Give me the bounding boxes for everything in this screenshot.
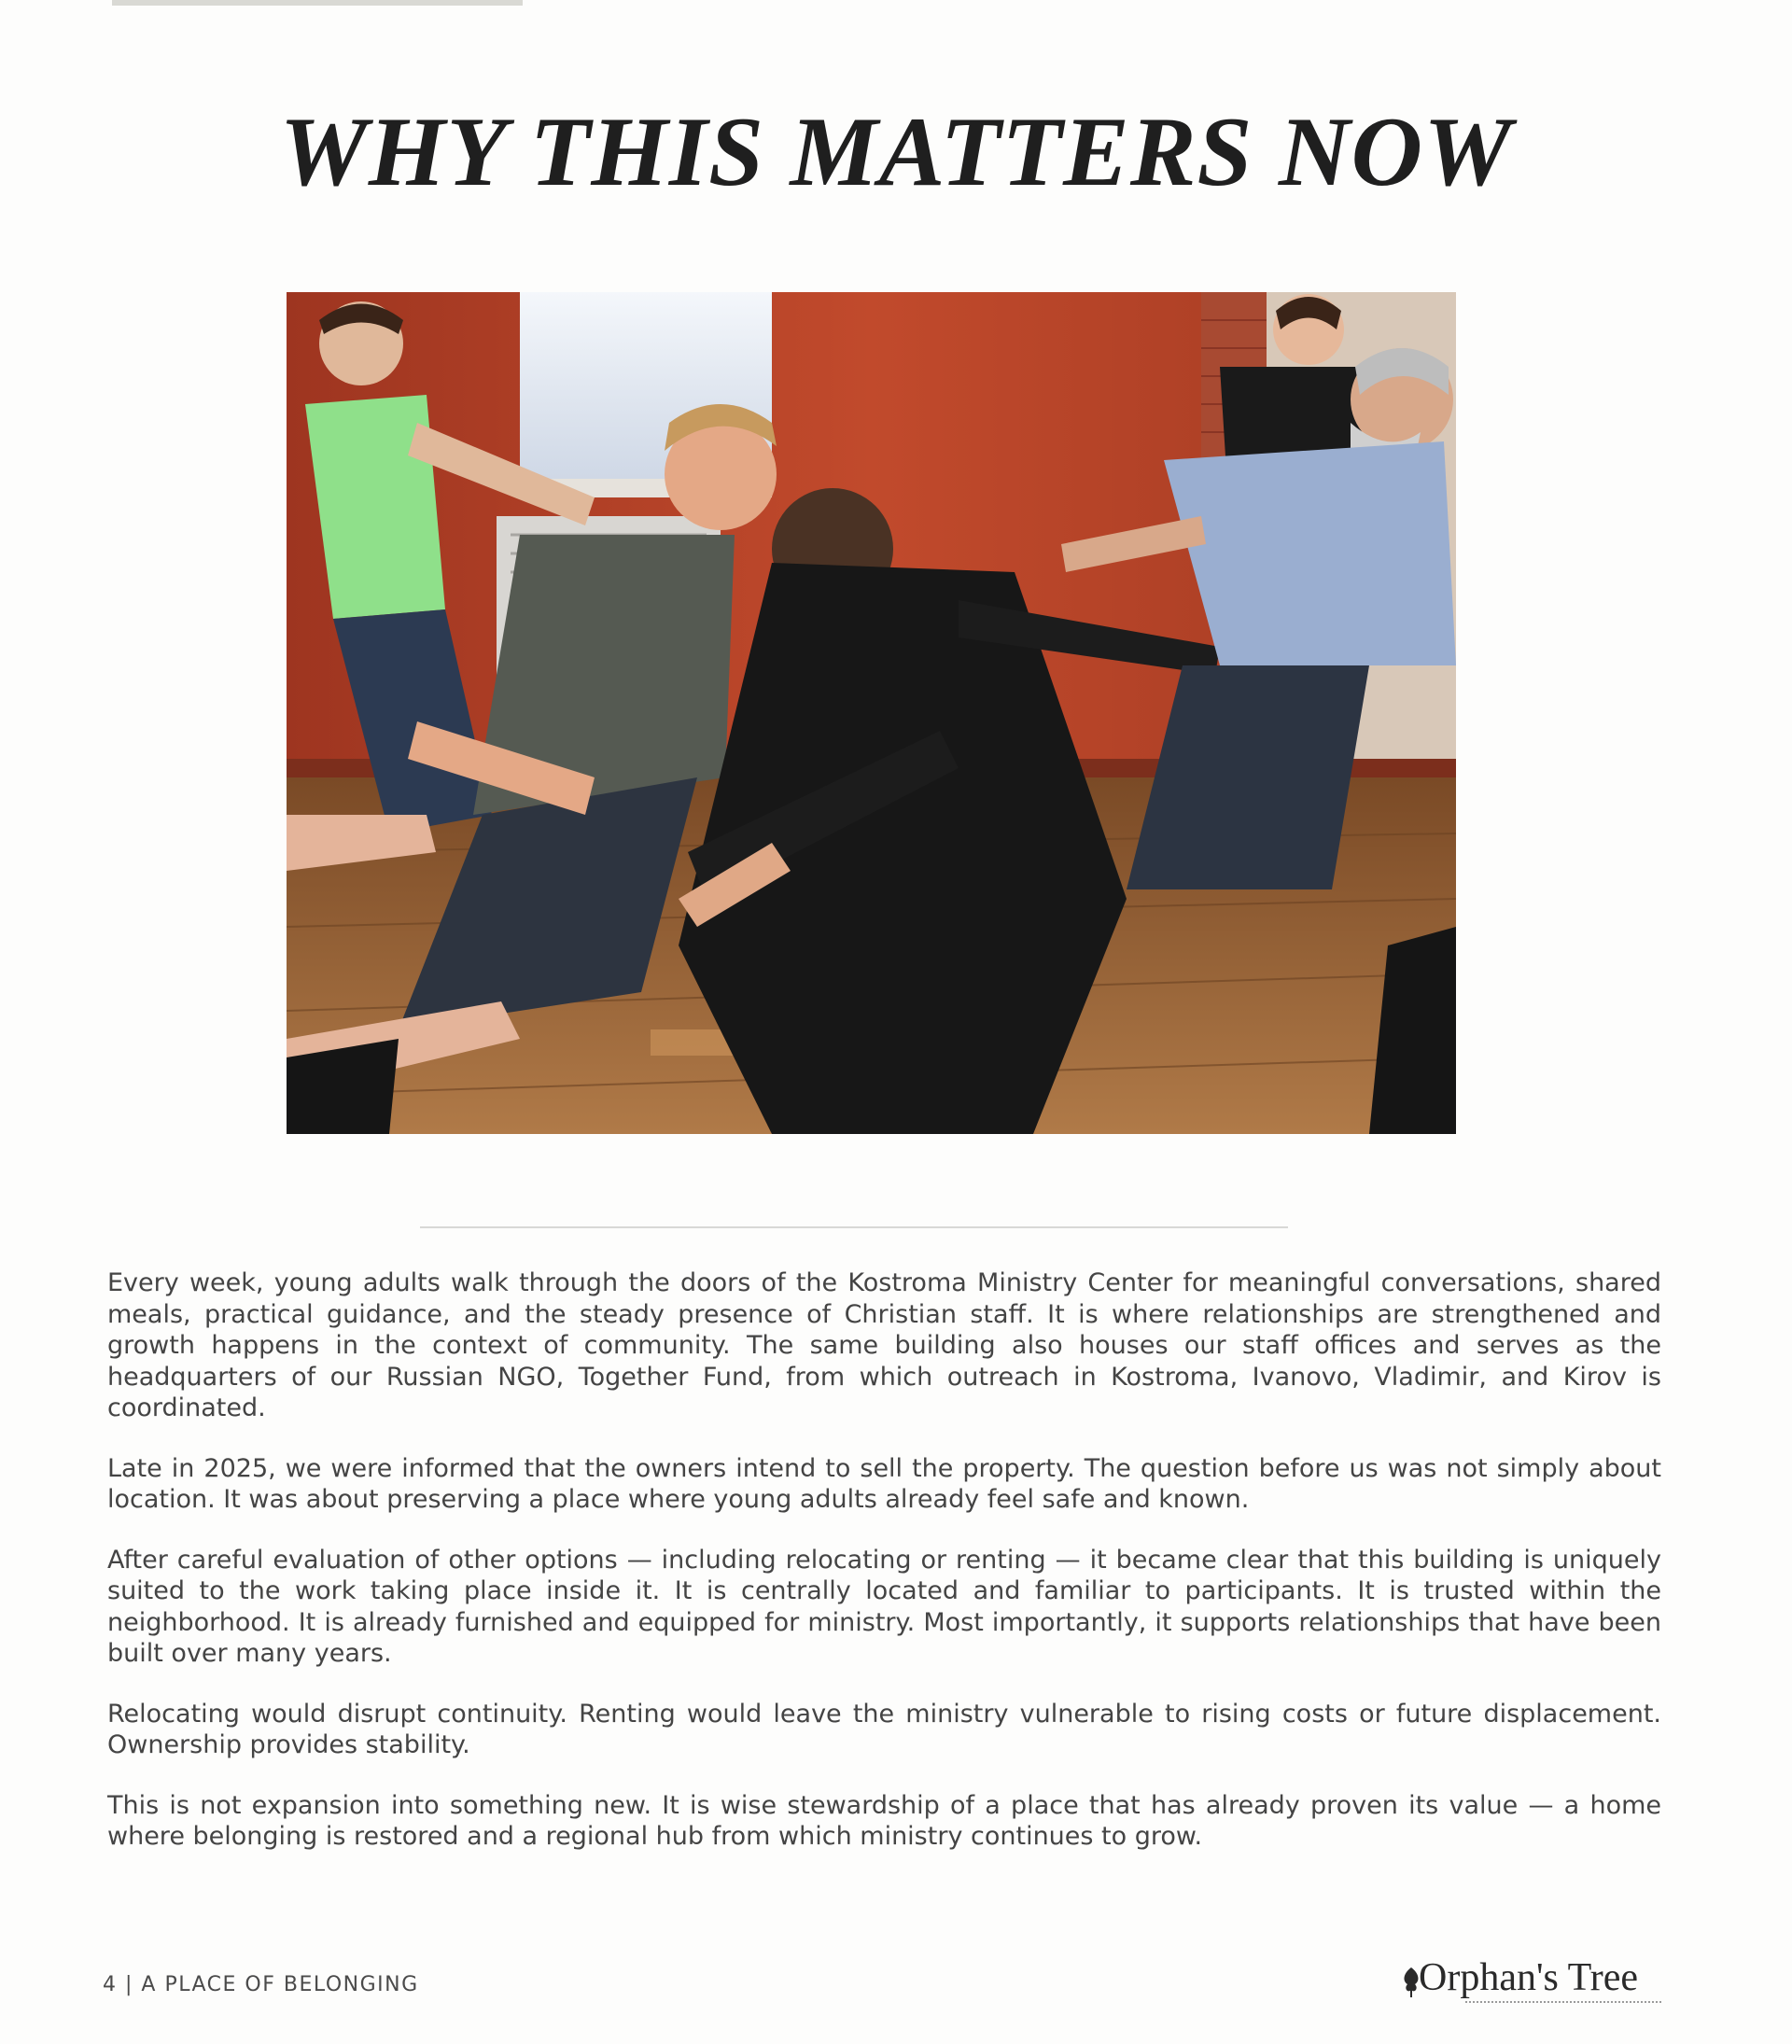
group-photo bbox=[287, 292, 1456, 1134]
logo-tagline-line bbox=[1465, 2001, 1661, 2007]
page-title: WHY THIS MATTERS NOW bbox=[279, 97, 1513, 206]
section-divider bbox=[420, 1226, 1288, 1228]
paragraph: Late in 2025, we were informed that the owners intend to sell the property. The question before us was not simply about location. It was about preserving a place where young adults already feel safe and known. bbox=[107, 1453, 1661, 1514]
paragraph: Every week, young adults walk through the doors of the Kostroma Ministry Center for meaningful conversations, shared meals, practical guidance, and the steady presence of Christian staff. It is where relationships are strengthened and growth happens in the context of community. The same building also houses our staff offices and serves as the headquarters of our Russian NGO, Together Fund, from which outreach in Kostroma, Ivanovo, Vladimir, and Kirov is coordinated. bbox=[107, 1268, 1661, 1422]
paragraph: Relocating would disrupt continuity. Renting would leave the ministry vulnerable to rising costs or future displacement. Ownership provides stability. bbox=[107, 1699, 1661, 1759]
orphans-tree-logo bbox=[1400, 1958, 1680, 2010]
page-footer-label: 4 | A PLACE OF BELONGING bbox=[103, 1973, 419, 1996]
paragraph: After careful evaluation of other options — including relocating or renting — it became clear that this building is uniquely suited to the work taking place inside it. It is centrally located and familiar to participants. It is trusted within the neighborhood. It is already furnished and equipped for ministry. Most importantly, it supports relationships that have been built over many years. bbox=[107, 1545, 1661, 1668]
paragraph: This is not expansion into something new. It is wise stewardship of a place that has already proven its value — a home where belonging is restored and a regional hub from which ministry continues to grow. bbox=[107, 1790, 1661, 1851]
logo-text: Orphan's Tree bbox=[1419, 1956, 1639, 1999]
body-text bbox=[107, 1267, 1661, 1882]
top-edge-strip bbox=[112, 0, 523, 6]
